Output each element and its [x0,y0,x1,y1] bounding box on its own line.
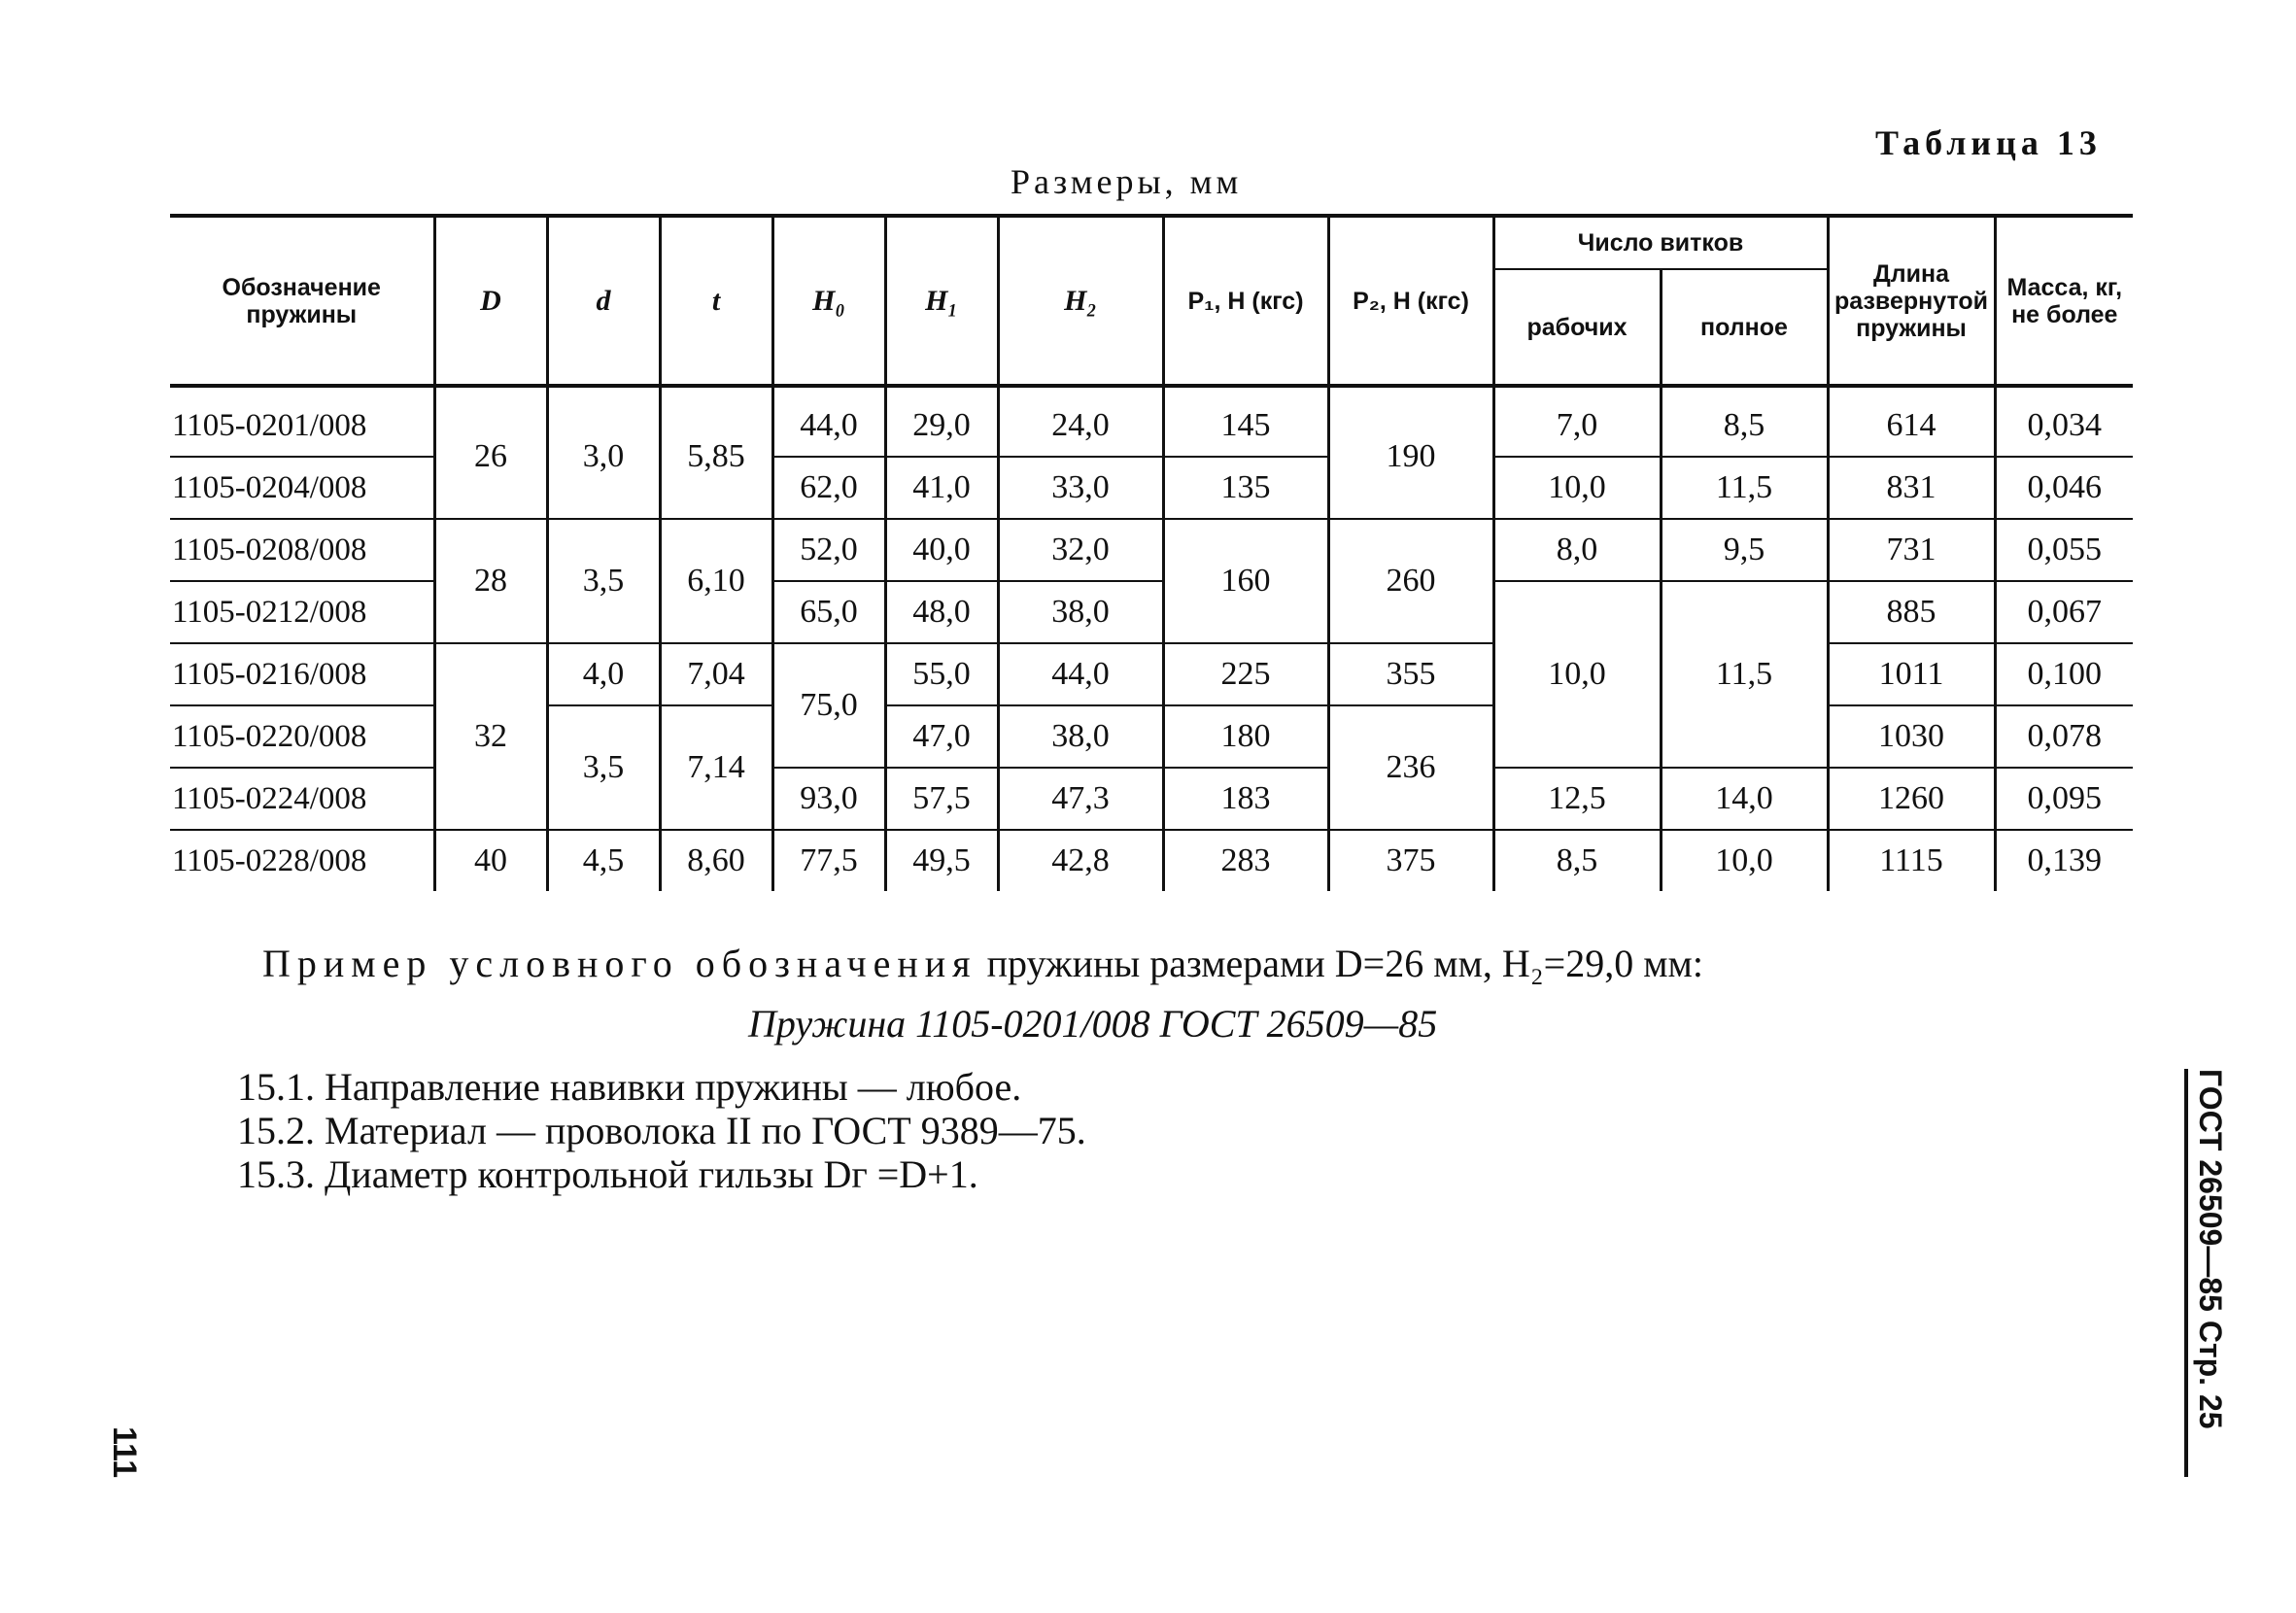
cell-H1: 47,0 [885,705,998,768]
header-H2: H₂ [998,216,1163,386]
units-caption: Размеры, мм [1011,162,1243,201]
cell-H2: 42,8 [998,830,1163,891]
cell-P2: 375 [1328,830,1493,891]
cell-mass: 0,139 [1995,830,2133,891]
cell-mass: 0,100 [1995,643,2133,705]
cell-H1: 40,0 [885,519,998,581]
header-mass: Масса, кг, не более [1995,216,2133,386]
cell-P2: 260 [1328,519,1493,643]
table-title: Таблица 13 [1875,123,2102,162]
example-rest: пружины размерами D=26 мм, H₂=29,0 мм: [986,942,1703,985]
cell-P1: 183 [1163,768,1328,830]
cell-length: 1115 [1828,830,1995,891]
cell-length: 1260 [1828,768,1995,830]
cell-D: 26 [434,386,547,519]
cell-turns-full: 10,0 [1661,830,1828,891]
header-D: D [434,216,547,386]
header-P2: P₂, Н (кгс) [1328,216,1493,386]
cell-mass: 0,078 [1995,705,2133,768]
cell-H0: 93,0 [772,768,885,830]
header-turns-full: полное [1661,269,1828,386]
cell-H1: 41,0 [885,457,998,519]
cell-mass: 0,067 [1995,581,2133,643]
cell-d: 4,5 [547,830,660,891]
cell-H2: 33,0 [998,457,1163,519]
cell-turns-working: 7,0 [1493,386,1661,457]
cell-H0: 75,0 [772,643,885,768]
cell-H2: 24,0 [998,386,1163,457]
cell-d: 4,0 [547,643,660,705]
example-designation: Пружина 1105-0201/008 ГОСТ 26509—85 [748,1002,1438,1046]
cell-designation: 1105-0224/008 [170,768,434,830]
cell-t: 7,04 [660,643,772,705]
header-turns-working: рабочих [1493,269,1661,386]
cell-d: 3,0 [547,386,660,519]
cell-designation: 1105-0220/008 [170,705,434,768]
page-number: 111 [106,1426,143,1478]
cell-P1: 145 [1163,386,1328,457]
cell-H1: 49,5 [885,830,998,891]
cell-length: 885 [1828,581,1995,643]
cell-H2: 44,0 [998,643,1163,705]
cell-designation: 1105-0212/008 [170,581,434,643]
cell-turns-working: 10,0 [1493,457,1661,519]
cell-turns-full: 14,0 [1661,768,1828,830]
cell-P2: 190 [1328,386,1493,519]
cell-P1: 283 [1163,830,1328,891]
cell-turns-full: 9,5 [1661,519,1828,581]
header-H0: H₀ [772,216,885,386]
cell-H0: 77,5 [772,830,885,891]
header-length: Длина развернутой пружины [1828,216,1995,386]
cell-P1: 225 [1163,643,1328,705]
cell-turns-working: 8,5 [1493,830,1661,891]
cell-designation: 1105-0201/008 [170,386,434,457]
header-H1: H₁ [885,216,998,386]
cell-H2: 32,0 [998,519,1163,581]
cell-length: 831 [1828,457,1995,519]
header-t: t [660,216,772,386]
cell-d: 3,5 [547,519,660,643]
note-15-3: 15.3. Диаметр контрольной гильзы Dг =D+1. [237,1152,978,1196]
cell-turns-full: 11,5 [1661,457,1828,519]
cell-H1: 29,0 [885,386,998,457]
table-row [170,386,2133,457]
example-lead: Пример условного обозначения [262,942,977,985]
cell-turns-working: 12,5 [1493,768,1661,830]
table-row [170,519,2133,581]
cell-mass: 0,034 [1995,386,2133,457]
header-d: d [547,216,660,386]
cell-turns-full: 11,5 [1661,581,1828,768]
cell-d: 3,5 [547,705,660,830]
cell-designation: 1105-0208/008 [170,519,434,581]
header-turns-group: Число витков [1493,216,1828,269]
cell-length: 1030 [1828,705,1995,768]
cell-P1: 160 [1163,519,1328,643]
cell-H0: 65,0 [772,581,885,643]
note-15-2: 15.2. Материал — проволока II по ГОСТ 9389—75. [237,1109,1086,1152]
cell-mass: 0,046 [1995,457,2133,519]
cell-designation: 1105-0204/008 [170,457,434,519]
table-row [170,830,2133,891]
cell-H1: 48,0 [885,581,998,643]
cell-H1: 57,5 [885,768,998,830]
cell-t: 5,85 [660,386,772,519]
cell-t: 6,10 [660,519,772,643]
cell-H2: 47,3 [998,768,1163,830]
cell-mass: 0,055 [1995,519,2133,581]
cell-t: 7,14 [660,705,772,830]
cell-turns-full: 8,5 [1661,386,1828,457]
cell-D: 28 [434,519,547,643]
cell-D: 40 [434,830,547,891]
cell-H2: 38,0 [998,705,1163,768]
designation-example [262,941,1703,986]
cell-turns-working: 10,0 [1493,581,1661,768]
cell-P1: 180 [1163,705,1328,768]
cell-H1: 55,0 [885,643,998,705]
cell-P2: 236 [1328,705,1493,830]
header-P1: P₁, Н (кгс) [1163,216,1328,386]
table-row [170,643,2133,705]
header-designation: Обозначение пружины [170,216,434,386]
cell-H0: 52,0 [772,519,885,581]
cell-D: 32 [434,643,547,830]
cell-length: 614 [1828,386,1995,457]
spring-dimensions-table [170,214,2133,891]
cell-H0: 62,0 [772,457,885,519]
cell-H2: 38,0 [998,581,1163,643]
cell-P1: 135 [1163,457,1328,519]
cell-turns-working: 8,0 [1493,519,1661,581]
cell-length: 731 [1828,519,1995,581]
cell-mass: 0,095 [1995,768,2133,830]
cell-H0: 44,0 [772,386,885,457]
running-header-text: ГОСТ 26509—85 Стр. 25 [2193,1069,2228,1429]
running-header [2184,1069,2233,1477]
cell-length: 1011 [1828,643,1995,705]
note-15-1: 15.1. Направление навивки пружины — любое. [237,1065,1022,1109]
cell-t: 8,60 [660,830,772,891]
cell-designation: 1105-0228/008 [172,842,367,878]
cell-designation: 1105-0216/008 [170,643,434,705]
cell-P2: 355 [1328,643,1493,705]
